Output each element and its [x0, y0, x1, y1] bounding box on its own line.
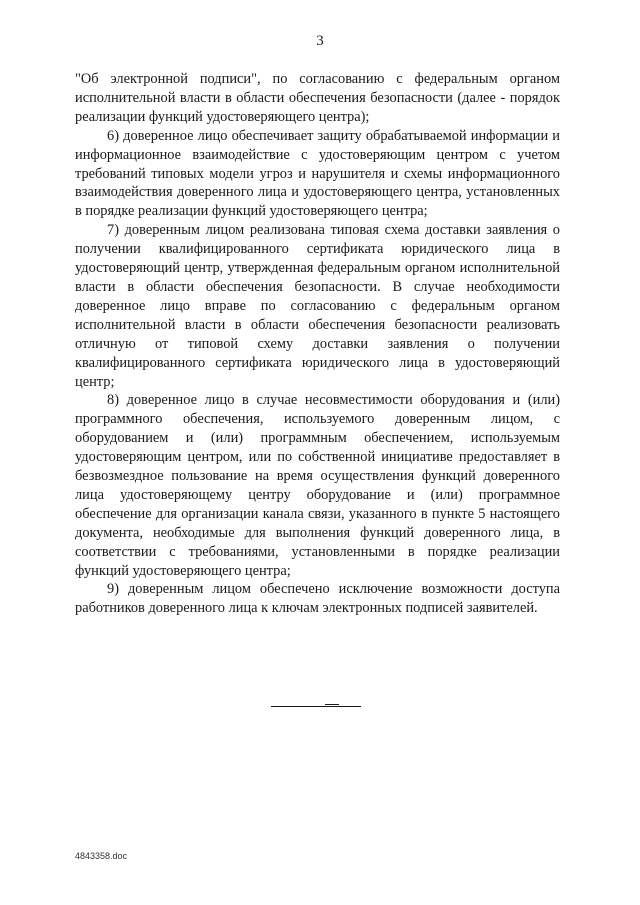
paragraph-item-6: 6) доверенное лицо обеспечивает защиту обрабатываемой информации и информационное взаимодействие с удостоверяющим центром с учетом требований типовых модели угроз и нарушителя и схемы информационного взаимодействия доверенного лица и удостоверяющего центра, установленных в порядке реализации функций удостоверяющего центра; — [75, 127, 560, 220]
document-file-id: 4843358.doc — [75, 851, 128, 861]
document-body — [75, 70, 560, 618]
end-divider-line — [271, 706, 361, 707]
paragraph-continuation: "Об электронной подписи", по согласованию с федеральным органом исполнительной власти в области обеспечения безопасности (далее - порядок реализации функций удостоверяющего центра); — [75, 71, 560, 125]
paragraph-item-7: 7) доверенным лицом реализована типовая схема доставки заявления о получении квалифицированного сертификата юридического лица в удостоверяющий центр, утвержденная федеральным органом исполнительной власти в области обеспечения безопасности. В случае необходимости доверенное лицо вправе по согласованию с федеральным органом исполнительной власти в области обеспечения безопасности реализовать отличную от типовой схему доставки заявления о получении квалифицированного сертификата юридического лица в удостоверяющий центр; — [75, 222, 560, 390]
paragraph-item-9: 9) доверенным лицом обеспечено исключение возможности доступа работников доверенного лица к ключам электронных подписей заявителей. — [75, 581, 560, 617]
paragraph-item-8: 8) доверенное лицо в случае несовместимости оборудования и (или) программного обеспечения, используемого доверенным лицом, с оборудованием и (или) программным обеспечением, используемым удостоверяющим центром, или по собственной инициативе предоставляет в безвозмездное пользование на время осуществления функций доверенного лица удостоверяющему центру оборудование и (или) программное обеспечение для организации канала связи, указанного в пункте 5 настоящего документа, необходимые для выполнения функций доверенного лица, в соответствии с требованиями, установленными в порядке реализации функций удостоверяющего центра; — [75, 392, 560, 579]
page-number: 3 — [316, 33, 324, 49]
end-divider-tick — [325, 704, 339, 705]
